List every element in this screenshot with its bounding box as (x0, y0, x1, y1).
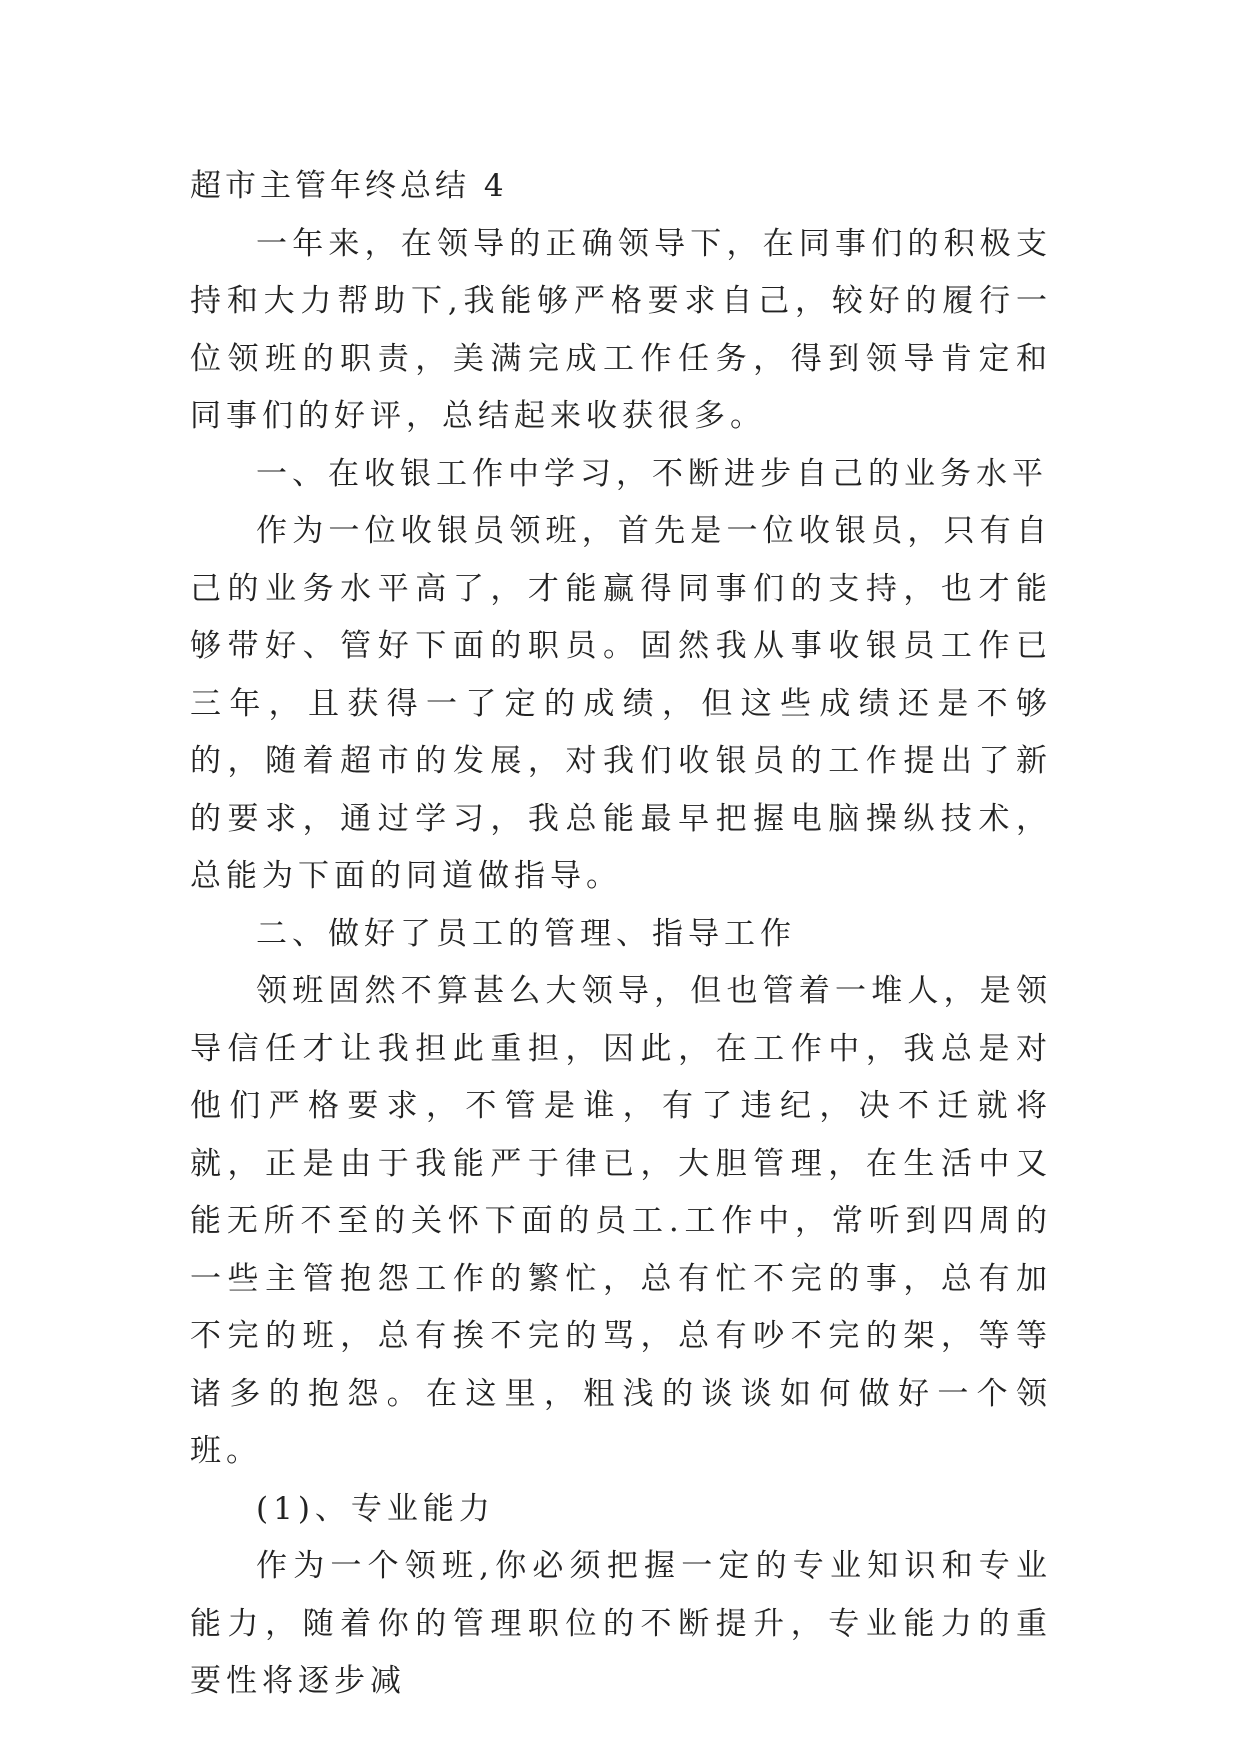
paragraph-intro: 一年来，在领导的正确领导下，在同事们的积极支持和大力帮助下,我能够严格要求自己，较好的履行一位领班的职责，美满完成工作任务，得到领导肯定和同事们的好评，总结起来收获很多。 (190, 225, 1052, 434)
paragraph-professional-ability: 作为一个领班,你必须把握一定的专业知识和专业能力，随着你的管理职位的不断提升，专业能力的重要性将逐步减 (190, 1548, 1052, 1699)
document-body (190, 158, 1052, 1711)
section-heading-1: 一、在收银工作中学习，不断进步自己的业务水平 (256, 455, 1048, 492)
paragraph-cashier-work: 作为一位收银员领班，首先是一位收银员，只有自己的业务水平高了，才能赢得同事们的支持，也才能够带好、管好下面的职员。固然我从事收银员工作已三年，且获得一了定的成绩，但这些成绩还是不够的，随着超市的发展，对我们收银员的工作提出了新的要求，通过学习，我总能最早把握电脑操纵技术，总能为下面的同道做指导。 (190, 513, 1052, 894)
section-heading-2: 二、做好了员工的管理、指导工作 (256, 915, 796, 952)
document-title: 超市主管年终总结 4 (190, 168, 508, 204)
paragraph-staff-management: 领班固然不算甚么大领导，但也管着一堆人，是领导信任才让我担此重担，因此，在工作中，我总是对他们严格要求，不管是谁，有了违纪，决不迁就将就，正是由于我能严于律已，大胆管理，在生活中又能无所不至的关怀下面的员工.工作中，常听到四周的一些主管抱怨工作的繁忙，总有忙不完的事，总有加不完的班，总有挨不完的骂，总有吵不完的架，等等诸多的抱怨。在这里，粗浅的谈谈如何做好一个领班。 (190, 973, 1052, 1469)
subsection-heading-1: (1)、专业能力 (256, 1490, 495, 1527)
